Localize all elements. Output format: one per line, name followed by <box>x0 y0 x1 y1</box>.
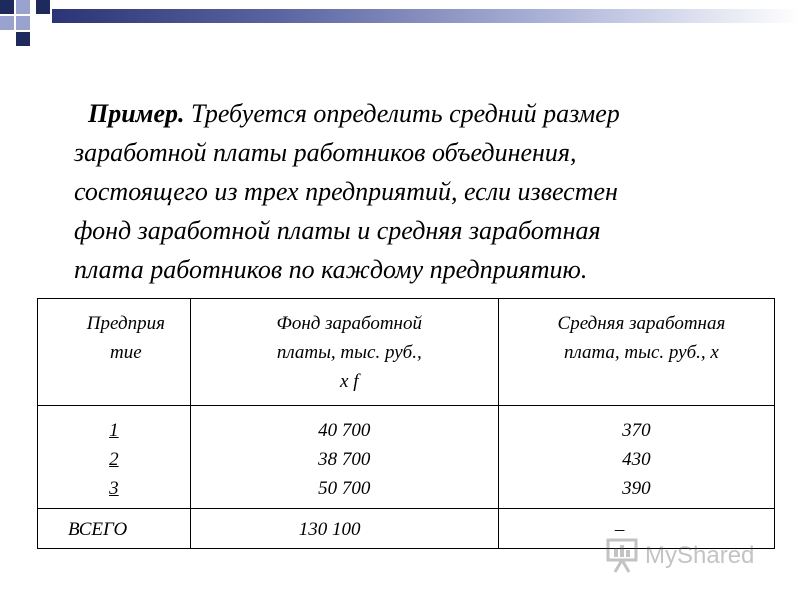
cell-value: 38 700 <box>318 449 371 470</box>
wage-table <box>37 298 775 549</box>
total-wage-fund: 130 100 <box>298 519 361 540</box>
cell-value: 40 700 <box>318 420 371 441</box>
deco-square <box>0 16 14 30</box>
cell-value: 2 <box>109 449 119 470</box>
cell-value: 370 <box>622 420 651 441</box>
deco-gradient-band <box>52 9 800 23</box>
example-paragraph <box>74 94 764 289</box>
deco-square <box>16 32 30 46</box>
paragraph-line: плата работников по каждому предприятию. <box>74 255 588 284</box>
presentation-icon <box>605 536 639 574</box>
header-text: платы, тыс. руб., <box>276 342 422 363</box>
cell-value: 430 <box>622 449 651 470</box>
header-text: x f <box>340 371 359 392</box>
table-row <box>38 406 775 509</box>
cell-wage-fund <box>190 406 498 509</box>
watermark-text: MyShared <box>645 542 755 569</box>
cell-value: 3 <box>109 478 119 499</box>
deco-square <box>36 0 50 14</box>
paragraph-line: состоящего из трех предприятий, если известен <box>74 177 618 206</box>
paragraph-line: фонд заработной платы и средняя заработная <box>74 216 601 245</box>
header-text: Средняя заработная <box>557 313 726 334</box>
header-text: тие <box>110 342 142 363</box>
watermark <box>605 536 775 576</box>
header-wage-fund <box>190 299 498 406</box>
cell-avg-wage <box>498 406 774 509</box>
slide-decoration <box>0 0 800 50</box>
deco-square <box>16 16 30 30</box>
header-text: плата, тыс. руб., x <box>563 342 719 363</box>
cell-value: 1 <box>109 420 119 441</box>
cell-value: 50 700 <box>318 478 371 499</box>
deco-square <box>0 0 14 14</box>
cell-enterprises <box>38 406 191 509</box>
example-lead: Пример. <box>88 99 185 128</box>
total-wage-fund-cell <box>190 509 498 549</box>
header-avg-wage <box>498 299 774 406</box>
paragraph-line: Требуется определить средний размер <box>191 99 620 128</box>
table-header-row <box>38 299 775 406</box>
cell-value: 390 <box>622 478 651 499</box>
deco-square <box>16 0 30 14</box>
header-text: Фонд заработной <box>276 313 422 334</box>
total-label-cell <box>38 509 191 549</box>
paragraph-line: заработной платы работников объединения, <box>74 138 577 167</box>
total-avg-wage: – <box>614 519 625 540</box>
header-enterprise <box>38 299 191 406</box>
total-label: ВСЕГО <box>68 519 128 540</box>
header-text: Предприя <box>86 313 165 334</box>
